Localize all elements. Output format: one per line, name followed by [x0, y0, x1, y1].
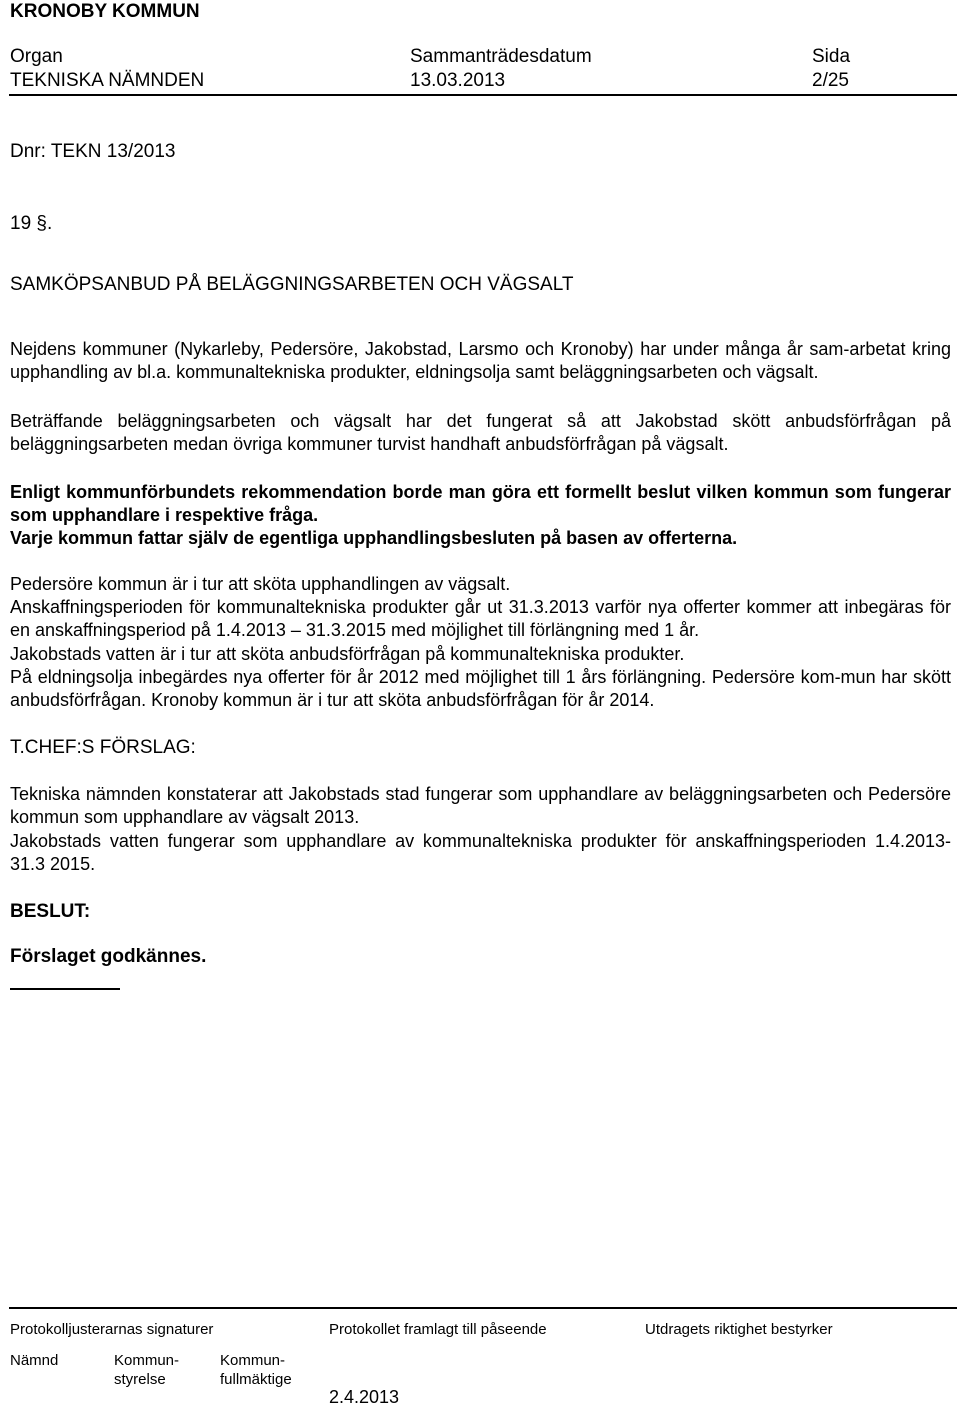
paragraph-decision-note: Varje kommun fattar själv de egentliga upphandlingsbesluten på basen av offerterna. — [10, 528, 738, 548]
organization-name: KRONOBY KOMMUN — [10, 1, 200, 22]
footer-certified-label: Utdragets riktighet bestyrker — [645, 1321, 833, 1338]
paragraph-procurement-period: Anskaffningsperioden för kommunaltekniska produkter går ut 31.3.2013 varför nya offerter kommer att inbegäras för en anskaffningsperiod på 1.4.2013 – 31.3.2015 med möjlighet till förlängning med 1 år. — [10, 597, 951, 640]
header-divider — [9, 94, 957, 96]
paragraph-vagsalt: Pedersöre kommun är i tur att sköta upphandlingen av vägsalt. — [10, 574, 511, 594]
paragraph-recommendation: Enligt kommunförbundets rekommendation borde man göra ett formellt beslut vilken kommun som fungerar som upphandlare i respektive fråga. — [10, 482, 951, 525]
organ-value: TEKNISKA NÄMNDEN — [10, 70, 205, 91]
paragraph-practice: Beträffande beläggningsarbeten och vägsalt har det fungerat så att Jakobstad skött anbudsförfrågan på beläggningsarbeten medan övriga kommuner turvist handhaft anbudsförfrågan på vägsalt. — [10, 411, 951, 454]
decision-text: Förslaget godkännes. — [10, 946, 207, 967]
footer-published-label: Protokollet framlagt till påseende — [329, 1321, 547, 1338]
paragraph-background: Nejdens kommuner (Nykarleby, Pedersöre, Jakobstad, Larsmo och Kronoby) har under många år sam-arbetat kring upphandling av bl.a. kommunaltekniska produkter, eldningsolja samt beläggningsarbeten och vägsalt. — [10, 339, 951, 382]
footer-council-label-2: fullmäktige — [220, 1371, 292, 1388]
proposal-heading: T.CHEF:S FÖRSLAG: — [10, 737, 196, 758]
footer-executive-label-2: styrelse — [114, 1371, 166, 1388]
paragraph-jakobstads-vatten: Jakobstads vatten är i tur att sköta anbudsförfrågan på kommunaltekniska produkter. — [10, 644, 685, 664]
decision-heading: BESLUT: — [10, 901, 91, 922]
meeting-date-label: Sammanträdesdatum — [410, 46, 592, 67]
footer-executive-label-1: Kommun- — [114, 1352, 180, 1369]
footer-signatures-label: Protokolljusterarnas signaturer — [10, 1321, 214, 1338]
footer-board-label: Nämnd — [10, 1352, 59, 1369]
reference-number: Dnr: TEKN 13/2013 — [10, 141, 176, 162]
page-label: Sida — [812, 46, 851, 67]
paragraph-proposal-2: Jakobstads vatten fungerar som upphandlare av kommunaltekniska produkter för anskaffningsperioden 1.4.2013- 31.3 2015. — [10, 831, 951, 874]
section-number: 19 §. — [10, 213, 53, 234]
footer-divider — [9, 1307, 957, 1309]
paragraph-proposal-1: Tekniska nämnden konstaterar att Jakobstads stad fungerar som upphandlare av beläggningsarbeten och Pedersöre kommun som upphandlare av vägsalt 2013. — [10, 784, 951, 827]
end-rule — [10, 988, 120, 990]
footer-council-label-1: Kommun- — [220, 1352, 286, 1369]
meeting-date-value: 13.03.2013 — [410, 70, 506, 91]
paragraph-heating-oil: På eldningsolja inbegärdes nya offerter för år 2012 med möjlighet till 1 års förlängning. Pedersöre kom-mun har skött anbudsförfrågan. Kronoby kommun är i tur att sköta anbudsförfrågan för år 2014. — [10, 667, 951, 710]
page-number: 2/25 — [812, 70, 849, 91]
section-title: SAMKÖPSANBUD PÅ BELÄGGNINGSARBETEN OCH VÄGSALT — [10, 274, 574, 295]
organ-label: Organ — [10, 46, 63, 67]
footer-published-date: 2.4.2013 — [329, 1387, 400, 1407]
